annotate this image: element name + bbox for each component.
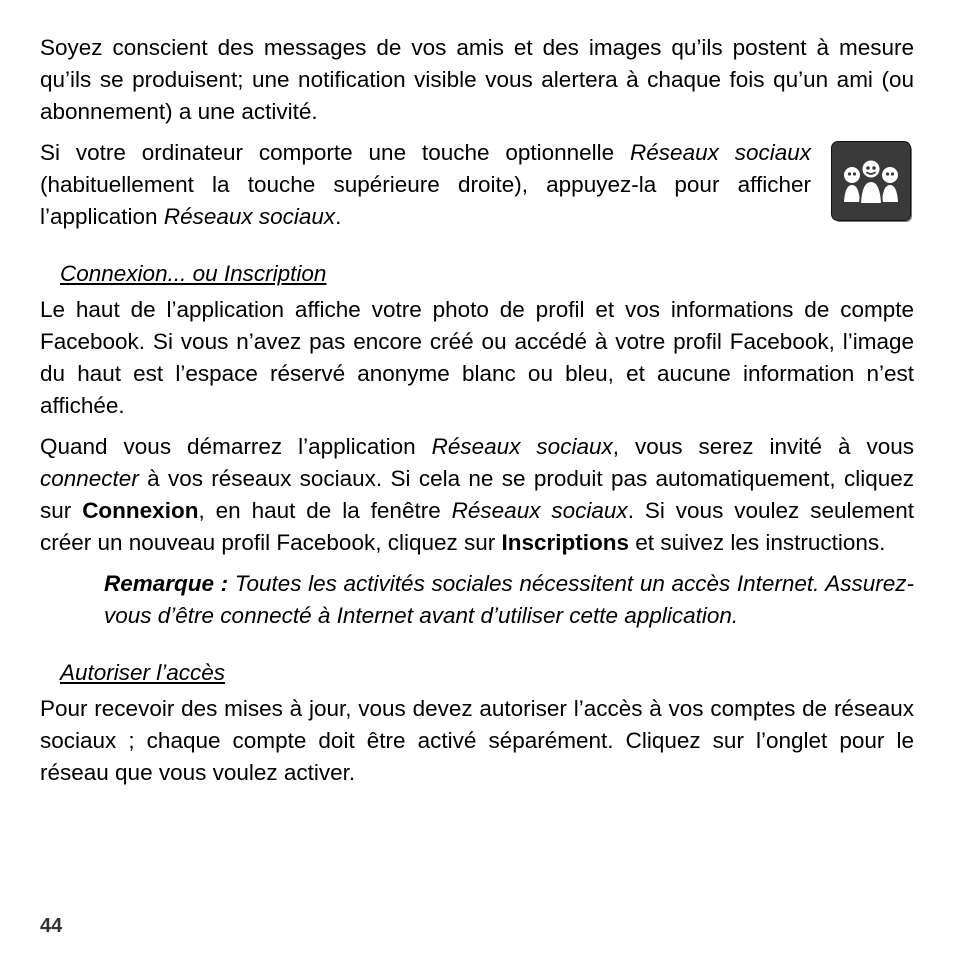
app-name: Réseaux sociaux (630, 140, 811, 165)
paragraph-authorize: Pour recevoir des mises à jour, vous devez autoriser l’accès à vos comptes de réseaux sociaux ; chaque compte doit être activé séparément. Cliquez sur l’onglet pour le réseau que vous voulez activer. (40, 696, 914, 785)
paragraph-connect (40, 431, 914, 559)
heading-autoriser: Autoriser l’accès (60, 660, 226, 685)
social-networks-key-icon (832, 142, 910, 220)
document-page (40, 32, 914, 789)
paragraph-profile: Le haut de l’application affiche votre photo de profil et vos informations de compte Facebook. Si vous n’avez pas encore créé ou accédé à votre profil Facebook, l’image du haut est l’espace réservé anonyme blanc ou bleu, et aucune information n’est affichée. (40, 297, 914, 418)
social-key-section (40, 137, 914, 233)
text: , en haut de la fenêtre (198, 498, 452, 523)
heading-connexion: Connexion... ou Inscription (60, 261, 327, 286)
text: , vous serez invité à vous (612, 434, 915, 459)
app-name: Réseaux sociaux (431, 434, 613, 459)
emphasis: connecter (40, 466, 139, 491)
paragraph-notifications: Soyez conscient des messages de vos amis et des images qu’ils postent à mesure qu’ils se produisent; une notification visible vous alertera à chaque fois qu’un ami (ou abonnement) a une activité. (40, 35, 914, 124)
connexion-term: Connexion (82, 498, 199, 523)
app-name: Réseaux sociaux (451, 498, 628, 523)
paragraph-social-key (40, 137, 811, 233)
inscriptions-term: Inscriptions (501, 530, 630, 555)
note-label: Remarque : (104, 571, 229, 596)
text: Si votre ordinateur comporte une touche optionnelle (40, 140, 631, 165)
text: . Si vous voulez seulement créer un nouveau profil Facebook, cliquez sur (40, 498, 915, 555)
text: Quand vous démarrez l’application (40, 434, 432, 459)
text: et suivez les instructions. (629, 530, 886, 555)
text: . (335, 204, 342, 229)
app-name: Réseaux sociaux (163, 204, 336, 229)
note-block (104, 568, 914, 632)
text: à vos réseaux sociaux. Si cela ne se produit pas automatiquement, cliquez sur (40, 466, 914, 523)
page-number: 44 (40, 915, 63, 937)
note-text: Toutes les activités sociales nécessitent un accès Internet. Assurez-vous d’être connecté à Internet avant d’utiliser cette application. (104, 571, 914, 628)
text: (habituellement la touche supérieure droite), appuyez-la pour afficher l’application (40, 172, 811, 229)
